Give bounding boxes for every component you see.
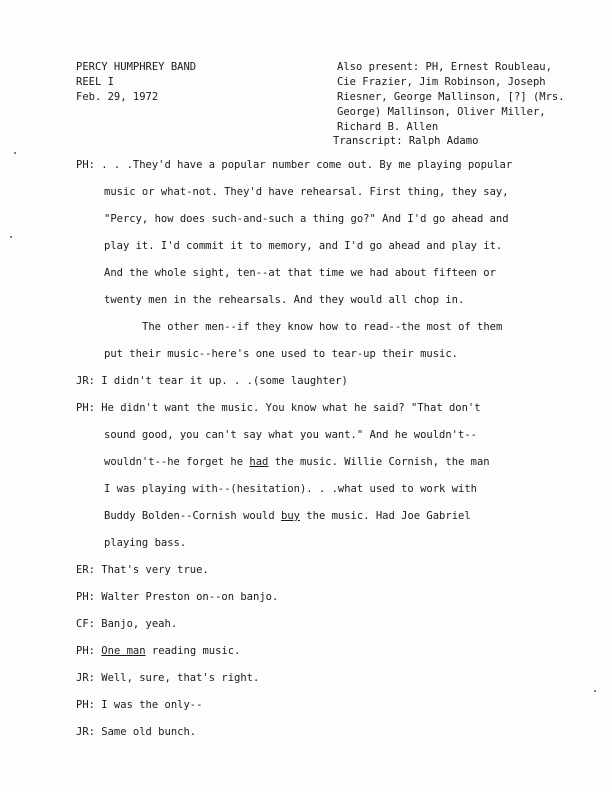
line-text: the music. Willie Cornish, the man — [268, 456, 490, 468]
transcript-line: playing bass. — [104, 537, 187, 549]
session-date: Feb. 29, 1972 — [76, 91, 159, 103]
transcript-line: And the whole sight, ten--at that time we had about fifteen or — [104, 267, 496, 279]
header-left — [76, 60, 196, 105]
scan-speck — [594, 690, 596, 692]
transcriber-credit: Transcript: Ralph Adamo — [333, 135, 479, 147]
also-present-line: Riesner, George Mallinson, [?] (Mrs. — [337, 91, 565, 103]
transcript-line: twenty men in the rehearsals. And they would all chop in. — [104, 294, 465, 306]
line-text: PH: — [76, 645, 102, 657]
band-name: PERCY HUMPHREY BAND — [76, 61, 197, 73]
transcript-line: put their music--here's one used to tear-up their music. — [104, 348, 459, 360]
underlined-word: had — [249, 456, 269, 468]
transcript-line: JR: Same old bunch. — [76, 726, 197, 738]
scan-speck — [14, 152, 16, 154]
line-text: the music. Had Joe Gabriel — [299, 510, 471, 522]
also-present-line: George) Mallinson, Oliver Miller, — [337, 106, 546, 118]
line-text: wouldn't--he forget he — [104, 456, 250, 468]
also-present-line: Richard B. Allen — [337, 121, 439, 133]
scan-speck — [10, 236, 12, 238]
underlined-word: One man — [101, 645, 146, 657]
transcript-line: CF: Banjo, yeah. — [76, 618, 178, 630]
transcript-line: play it. I'd commit it to memory, and I'd go ahead and play it. — [104, 240, 503, 252]
transcript-line: "Percy, how does such-and-such a thing go?" And I'd go ahead and — [104, 213, 509, 225]
transcript-line: PH: . . .They'd have a popular number come out. By me playing popular — [76, 159, 513, 171]
header-also-present — [337, 60, 597, 135]
transcript-line — [76, 644, 240, 658]
transcript-line: sound good, you can't say what you want." And he wouldn't-- — [104, 429, 477, 441]
transcript-line: I was playing with--(hesitation). . .what used to work with — [104, 483, 477, 495]
reel-number: REEL I — [76, 76, 114, 88]
underlined-word: buy — [281, 510, 300, 522]
line-text: reading music. — [145, 645, 241, 657]
also-present-line: Cie Frazier, Jim Robinson, Joseph — [337, 76, 546, 88]
transcript-line: PH: He didn't want the music. You know what he said? "That don't — [76, 402, 481, 414]
line-text: Buddy Bolden--Cornish would — [104, 510, 282, 522]
transcript-line: PH: I was the only-- — [76, 699, 203, 711]
transcript-line: The other men--if they know how to read--the most of them — [142, 321, 503, 333]
transcript-line: JR: Well, sure, that's right. — [76, 672, 260, 684]
transcript-line — [104, 455, 490, 469]
transcript-line: JR: I didn't tear it up. . .(some laughter) — [76, 375, 348, 387]
transcript-line: ER: That's very true. — [76, 564, 209, 576]
transcript-line: music or what-not. They'd have rehearsal. First thing, they say, — [104, 186, 509, 198]
transcript-line — [104, 509, 471, 523]
transcript-line: PH: Walter Preston on--on banjo. — [76, 591, 279, 603]
also-present-line: Also present: PH, Ernest Roubleau, — [337, 61, 552, 73]
